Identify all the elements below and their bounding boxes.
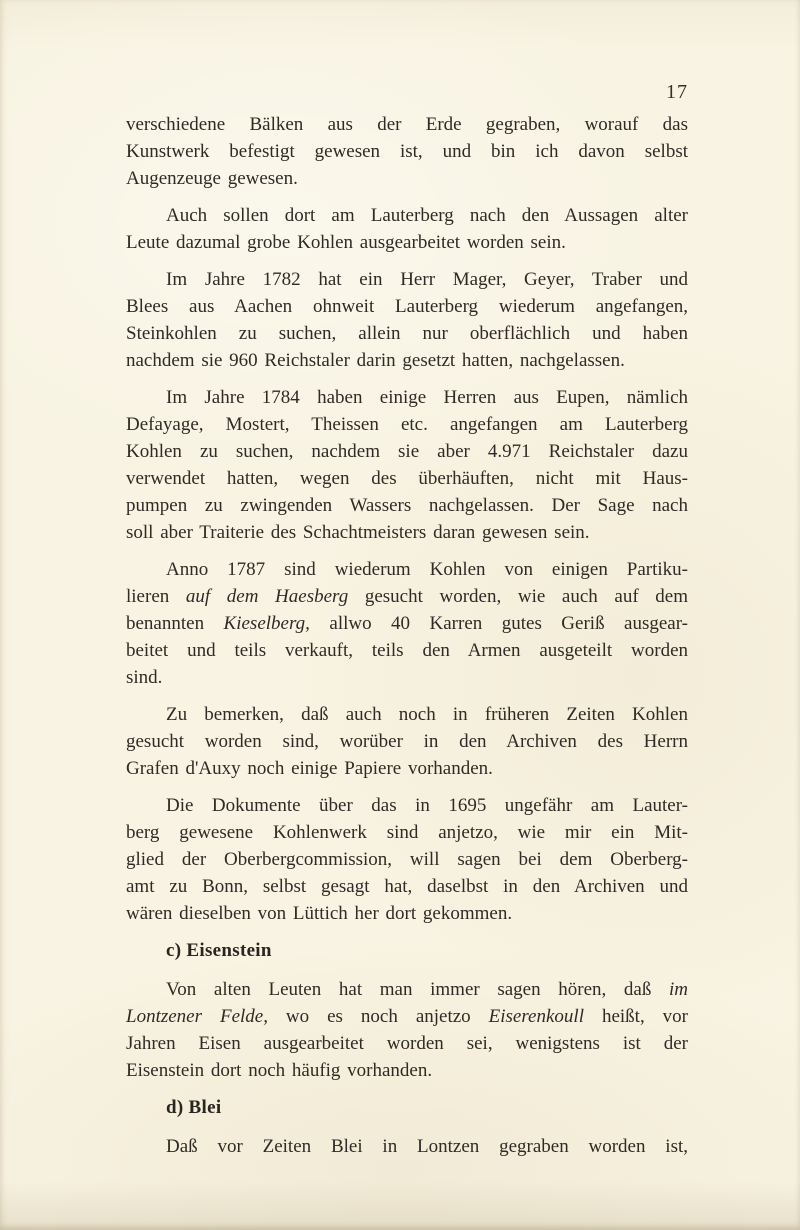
body-text: verwendet hatten, wegen des überhäuften, nicht mit Haus- — [126, 468, 688, 489]
body-text: Augenzeuge gewesen. — [126, 168, 298, 189]
italic-text: Eiserenkoull — [488, 1006, 584, 1027]
text-line — [126, 519, 688, 546]
paragraph — [126, 792, 688, 927]
text-line — [126, 846, 688, 873]
text-line — [126, 556, 688, 583]
body-text: glied der Oberbergcommission, will sagen bei dem Oberberg- — [126, 849, 688, 870]
body-text: gesucht worden sind, worüber in den Archiven des Herrn — [126, 731, 688, 752]
paragraph — [126, 266, 688, 374]
body-text: wären dieselben von Lüttich her dort gekommen. — [126, 903, 513, 924]
text-line — [126, 411, 688, 438]
text-line — [126, 165, 688, 192]
text-line — [126, 755, 688, 782]
paragraph — [126, 111, 688, 192]
text-line — [126, 465, 688, 492]
body-text: beitet und teils verkauft, teils den Armen ausgeteilt worden — [126, 640, 688, 661]
text-line — [126, 610, 688, 637]
body-text: amt zu Bonn, selbst gesagt hat, daselbst in den Archiven und — [126, 876, 688, 897]
text-line — [126, 664, 688, 691]
text-line — [126, 1133, 688, 1160]
paragraph — [126, 976, 688, 1084]
body-text: Steinkohlen zu suchen, allein nur oberflächlich und haben — [126, 323, 688, 344]
body-text: Blees aus Aachen ohnweit Lauterberg wiederum angefangen, — [126, 296, 688, 317]
body-text: Defayage, Mostert, Theissen etc. angefangen am Lauterberg — [126, 414, 688, 435]
text-line — [126, 728, 688, 755]
text-line — [126, 229, 688, 256]
body-text: benannten — [126, 613, 224, 634]
body-text: Auch sollen dort am Lauterberg nach den Aussagen alter — [166, 205, 688, 226]
text-line — [126, 976, 688, 1003]
text-line — [126, 792, 688, 819]
paragraph — [126, 1133, 688, 1160]
text-line — [126, 266, 688, 293]
body-text: Kohlen zu suchen, nachdem sie aber 4.971 Reichstaler dazu — [126, 441, 688, 462]
text-line — [126, 819, 688, 846]
body-text: Von alten Leuten hat man immer sagen hören, daß — [166, 979, 669, 1000]
text-line — [126, 320, 688, 347]
text-line — [126, 202, 688, 229]
body-text: soll aber Traiterie des Schachtmeisters daran gewesen sein. — [126, 522, 590, 543]
paragraph — [126, 202, 688, 256]
text-line — [126, 111, 688, 138]
text-line — [126, 1057, 688, 1084]
body-text: Leute dazumal grobe Kohlen ausgearbeitet worden sein. — [126, 232, 566, 253]
text-line — [126, 900, 688, 927]
text-line — [126, 492, 688, 519]
body-text: Zu bemerken, daß auch noch in früheren Zeiten Kohlen — [166, 704, 688, 725]
body-text: Im Jahre 1782 hat ein Herr Mager, Geyer, Traber und — [166, 269, 688, 290]
body-text: Im Jahre 1784 haben einige Herren aus Eupen, nämlich — [166, 387, 688, 408]
body-text: wo es noch anjetzo — [267, 1006, 489, 1027]
text-line — [126, 1003, 688, 1030]
body-text: verschiedene Bälken aus der Erde gegraben, worauf das — [126, 114, 688, 135]
text-line — [126, 873, 688, 900]
body-text: pumpen zu zwingenden Wassers nachgelassen. Der Sage nach — [126, 495, 688, 516]
body-text: heißt, vor — [583, 1006, 688, 1027]
paragraph — [126, 556, 688, 691]
section-heading: d) Blei — [166, 1097, 222, 1118]
text-column — [126, 80, 688, 1170]
text-line — [126, 701, 688, 728]
body-text: Daß vor Zeiten Blei in Lontzen gegraben worden ist, — [166, 1136, 688, 1157]
italic-text: Lontzener Felde, — [126, 1006, 268, 1027]
page-number: 17 — [666, 81, 688, 103]
text-line — [126, 293, 688, 320]
body-text: berg gewesene Kohlenwerk sind anjetzo, wie mir ein Mit- — [126, 822, 688, 843]
text-line — [126, 583, 688, 610]
body-text: Die Dokumente über das in 1695 ungefähr am Lauter- — [166, 795, 688, 816]
italic-text: im — [669, 979, 688, 1000]
paragraph — [126, 701, 688, 782]
body-text: gesucht worden, wie auch auf dem — [348, 586, 688, 607]
text-line — [126, 637, 688, 664]
body-text: Grafen d'Auxy noch einige Papiere vorhanden. — [126, 758, 493, 779]
body-text: Anno 1787 sind wiederum Kohlen von einigen Partiku- — [166, 559, 688, 580]
body-text: Jahren Eisen ausgearbeitet worden sei, wenigstens ist der — [126, 1033, 688, 1054]
text-line — [126, 347, 688, 374]
text-line — [126, 438, 688, 465]
text-line — [126, 1030, 688, 1057]
body-text: allwo 40 Karren gutes Geriß ausgear- — [309, 613, 688, 634]
paragraph — [126, 384, 688, 546]
section-heading: c) Eisenstein — [166, 940, 272, 961]
body-text: nachdem sie 960 Reichstaler darin gesetzt hatten, nachgelassen. — [126, 350, 625, 371]
body-text: Eisenstein dort noch häufig vorhanden. — [126, 1060, 433, 1081]
text-line — [126, 384, 688, 411]
body-text: lieren — [126, 586, 186, 607]
text-blocks — [126, 111, 688, 1160]
italic-text: auf dem Haesberg — [185, 586, 349, 607]
body-text: Kunstwerk befestigt gewesen ist, und bin ich davon selbst — [126, 141, 688, 162]
text-line — [126, 138, 688, 165]
body-text: sind. — [126, 667, 163, 688]
italic-text: Kieselberg, — [223, 613, 310, 634]
